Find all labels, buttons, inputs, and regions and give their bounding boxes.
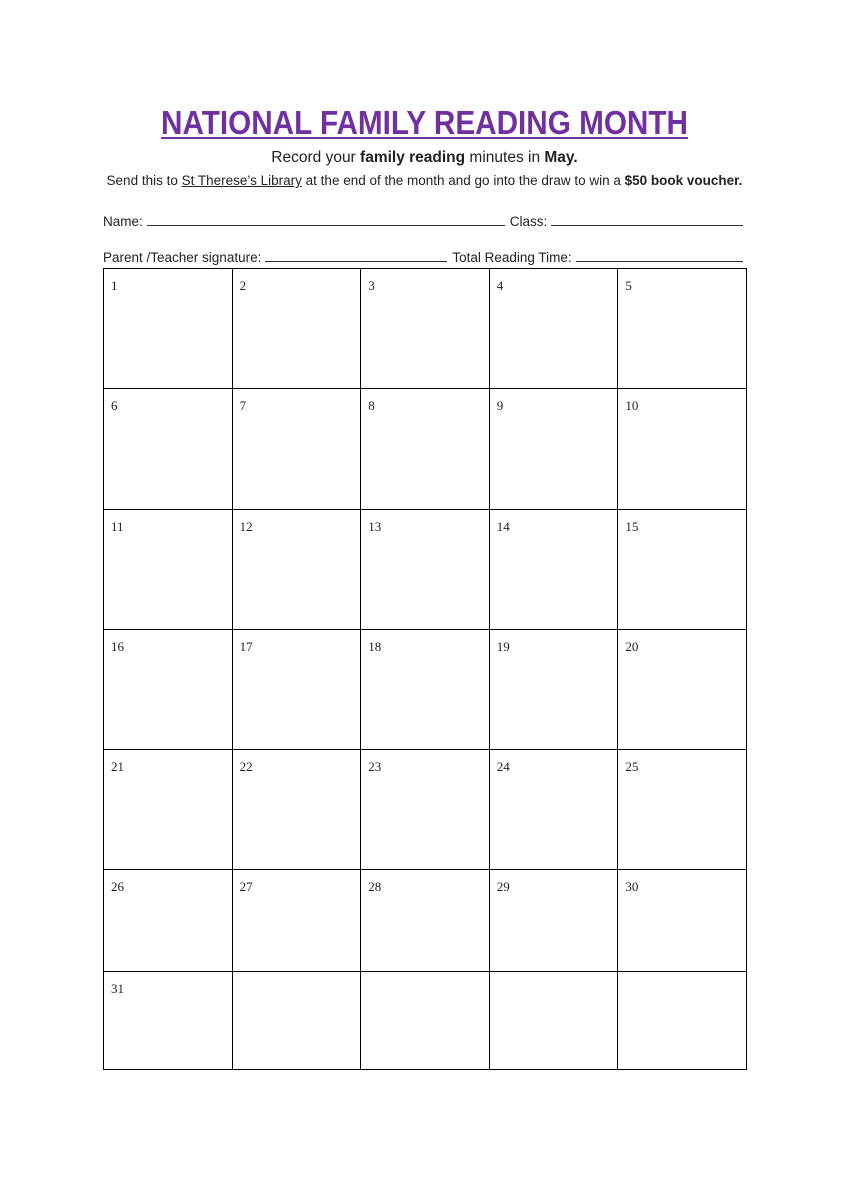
day-cell-18[interactable]: 18 (361, 629, 490, 749)
day-cell-17[interactable]: 17 (232, 629, 361, 749)
name-class-row (103, 212, 743, 231)
instructions-text: Send this to (106, 173, 182, 188)
day-cell-16[interactable]: 16 (104, 629, 233, 749)
day-cell-31[interactable]: 31 (104, 972, 233, 1070)
day-cell-13[interactable]: 13 (361, 509, 490, 629)
day-cell-26[interactable]: 26 (104, 870, 233, 972)
signature-label: Parent /Teacher signature: (103, 250, 262, 265)
reading-calendar (103, 268, 747, 1070)
name-label: Name: (103, 214, 143, 229)
day-cell-10[interactable]: 10 (618, 389, 747, 509)
subtitle (0, 148, 849, 168)
day-cell-21[interactable]: 21 (104, 750, 233, 870)
subtitle-bold-month: May. (544, 149, 578, 166)
day-cell-23[interactable]: 23 (361, 750, 490, 870)
library-name: St Therese’s Library (181, 173, 302, 188)
day-cell-4[interactable]: 4 (489, 269, 618, 389)
signature-total-row (103, 248, 743, 267)
day-cell-6[interactable]: 6 (104, 389, 233, 509)
subtitle-bold-family-reading: family reading (360, 149, 466, 166)
signature-field[interactable] (265, 248, 447, 262)
name-field[interactable] (147, 212, 505, 226)
class-label: Class: (509, 214, 548, 229)
day-cell-1[interactable]: 1 (104, 269, 233, 389)
calendar-week-row (104, 972, 747, 1070)
calendar-week-row (104, 870, 747, 972)
day-cell-5[interactable]: 5 (618, 269, 747, 389)
calendar-week-row (104, 509, 747, 629)
day-cell-22[interactable]: 22 (232, 750, 361, 870)
page-title: NATIONAL FAMILY READING MONTH (161, 104, 688, 141)
instructions (0, 172, 849, 190)
day-cell-7[interactable]: 7 (232, 389, 361, 509)
day-cell-3[interactable]: 3 (361, 269, 490, 389)
day-cell-14[interactable]: 14 (489, 509, 618, 629)
empty-day-cell[interactable] (489, 972, 618, 1070)
day-cell-15[interactable]: 15 (618, 509, 747, 629)
day-cell-28[interactable]: 28 (361, 870, 490, 972)
subtitle-text: minutes in (465, 149, 545, 166)
empty-day-cell[interactable] (618, 972, 747, 1070)
day-cell-12[interactable]: 12 (232, 509, 361, 629)
day-cell-27[interactable]: 27 (232, 870, 361, 972)
day-cell-9[interactable]: 9 (489, 389, 618, 509)
day-cell-24[interactable]: 24 (489, 750, 618, 870)
day-cell-8[interactable]: 8 (361, 389, 490, 509)
total-reading-time-field[interactable] (576, 248, 743, 262)
empty-day-cell[interactable] (361, 972, 490, 1070)
calendar-week-row (104, 750, 747, 870)
subtitle-text: Record your (271, 149, 361, 166)
calendar-week-row (104, 389, 747, 509)
prize-text: $50 book voucher. (624, 173, 743, 188)
day-cell-2[interactable]: 2 (232, 269, 361, 389)
empty-day-cell[interactable] (232, 972, 361, 1070)
day-cell-25[interactable]: 25 (618, 750, 747, 870)
day-cell-29[interactable]: 29 (489, 870, 618, 972)
total-reading-time-label: Total Reading Time: (452, 250, 572, 265)
calendar-body (104, 269, 747, 1070)
day-cell-11[interactable]: 11 (104, 509, 233, 629)
day-cell-30[interactable]: 30 (618, 870, 747, 972)
day-cell-19[interactable]: 19 (489, 629, 618, 749)
calendar-week-row (104, 269, 747, 389)
day-cell-20[interactable]: 20 (618, 629, 747, 749)
instructions-text: at the end of the month and go into the draw to win a (301, 173, 625, 188)
calendar-week-row (104, 629, 747, 749)
class-field[interactable] (551, 212, 743, 226)
